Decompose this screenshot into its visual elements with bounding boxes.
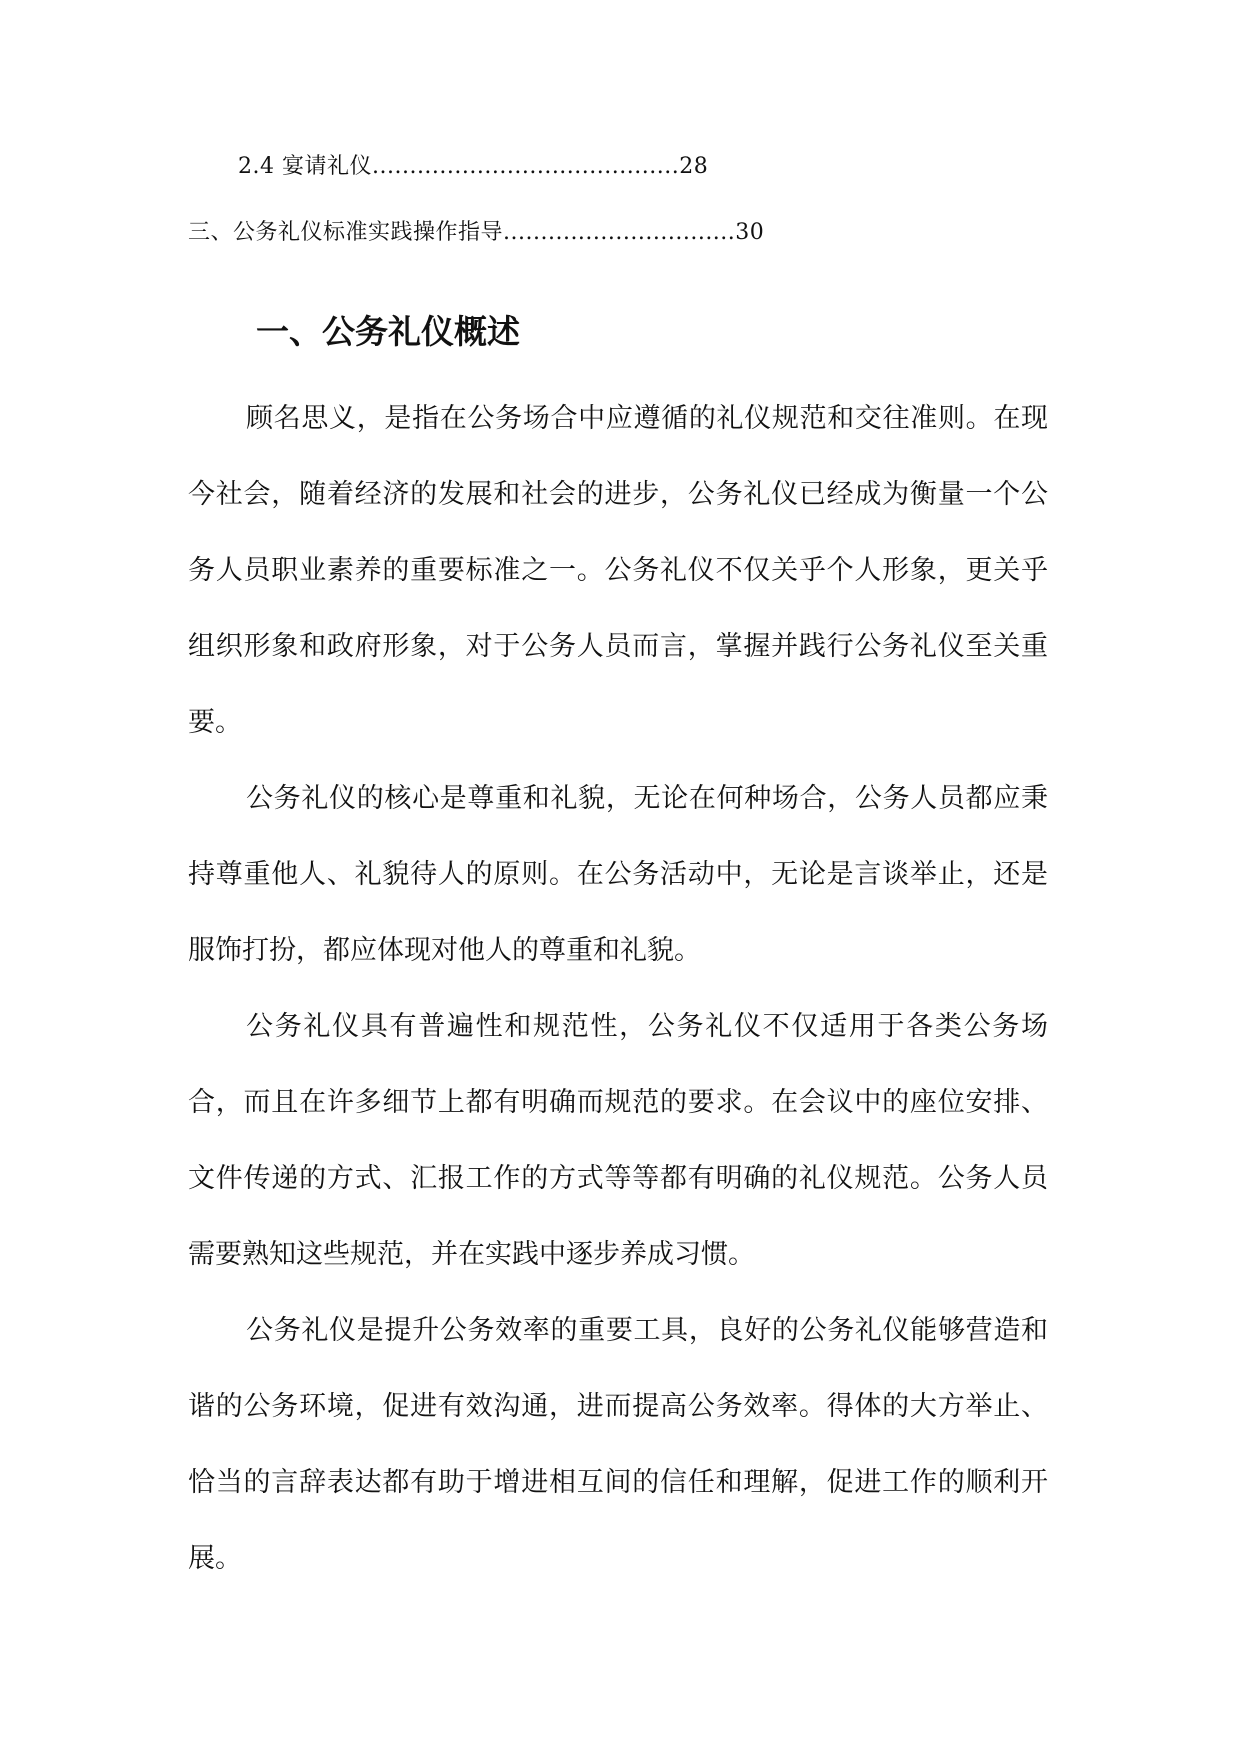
body-paragraph-1: 顾名思义，是指在公务场合中应遵循的礼仪规范和交往准则。在现今社会，随着经济的发展和社会的进步，公务礼仪已经成为衡量一个公务人员职业素养的重要标准之一。公务礼仪不仅关乎个人形象，更关乎组织形象和政府形象，对于公务人员而言，掌握并践行公务礼仪至关重要。 — [188, 403, 1048, 738]
section-heading: 一、公务礼仪概述 — [256, 312, 520, 351]
body-paragraph-3: 公务礼仪具有普遍性和规范性，公务礼仪不仅适用于各类公务场合，而且在许多细节上都有明确而规范的要求。在会议中的座位安排、文件传递的方式、汇报工作的方式等等都有明确的礼仪规范。公务人员需要熟知这些规范，并在实践中逐步养成习惯。 — [188, 1011, 1048, 1270]
toc-entry-2-4[interactable]: 2.4 宴请礼仪.........................................28 — [238, 154, 709, 179]
body-paragraph-2: 公务礼仪的核心是尊重和礼貌，无论在何种场合，公务人员都应秉持尊重他人、礼貌待人的原则。在公务活动中，无论是言谈举止，还是服饰打扮，都应体现对他人的尊重和礼貌。 — [188, 783, 1048, 966]
body-paragraph-4: 公务礼仪是提升公务效率的重要工具，良好的公务礼仪能够营造和谐的公务环境，促进有效沟通，进而提高公务效率。得体的大方举止、恰当的言辞表达都有助于增进相互间的信任和理解，促进工作的顺利开展。 — [188, 1315, 1048, 1574]
toc-entry-section-3[interactable]: 三、公务礼仪标准实践操作指导...............................30 — [188, 220, 765, 245]
